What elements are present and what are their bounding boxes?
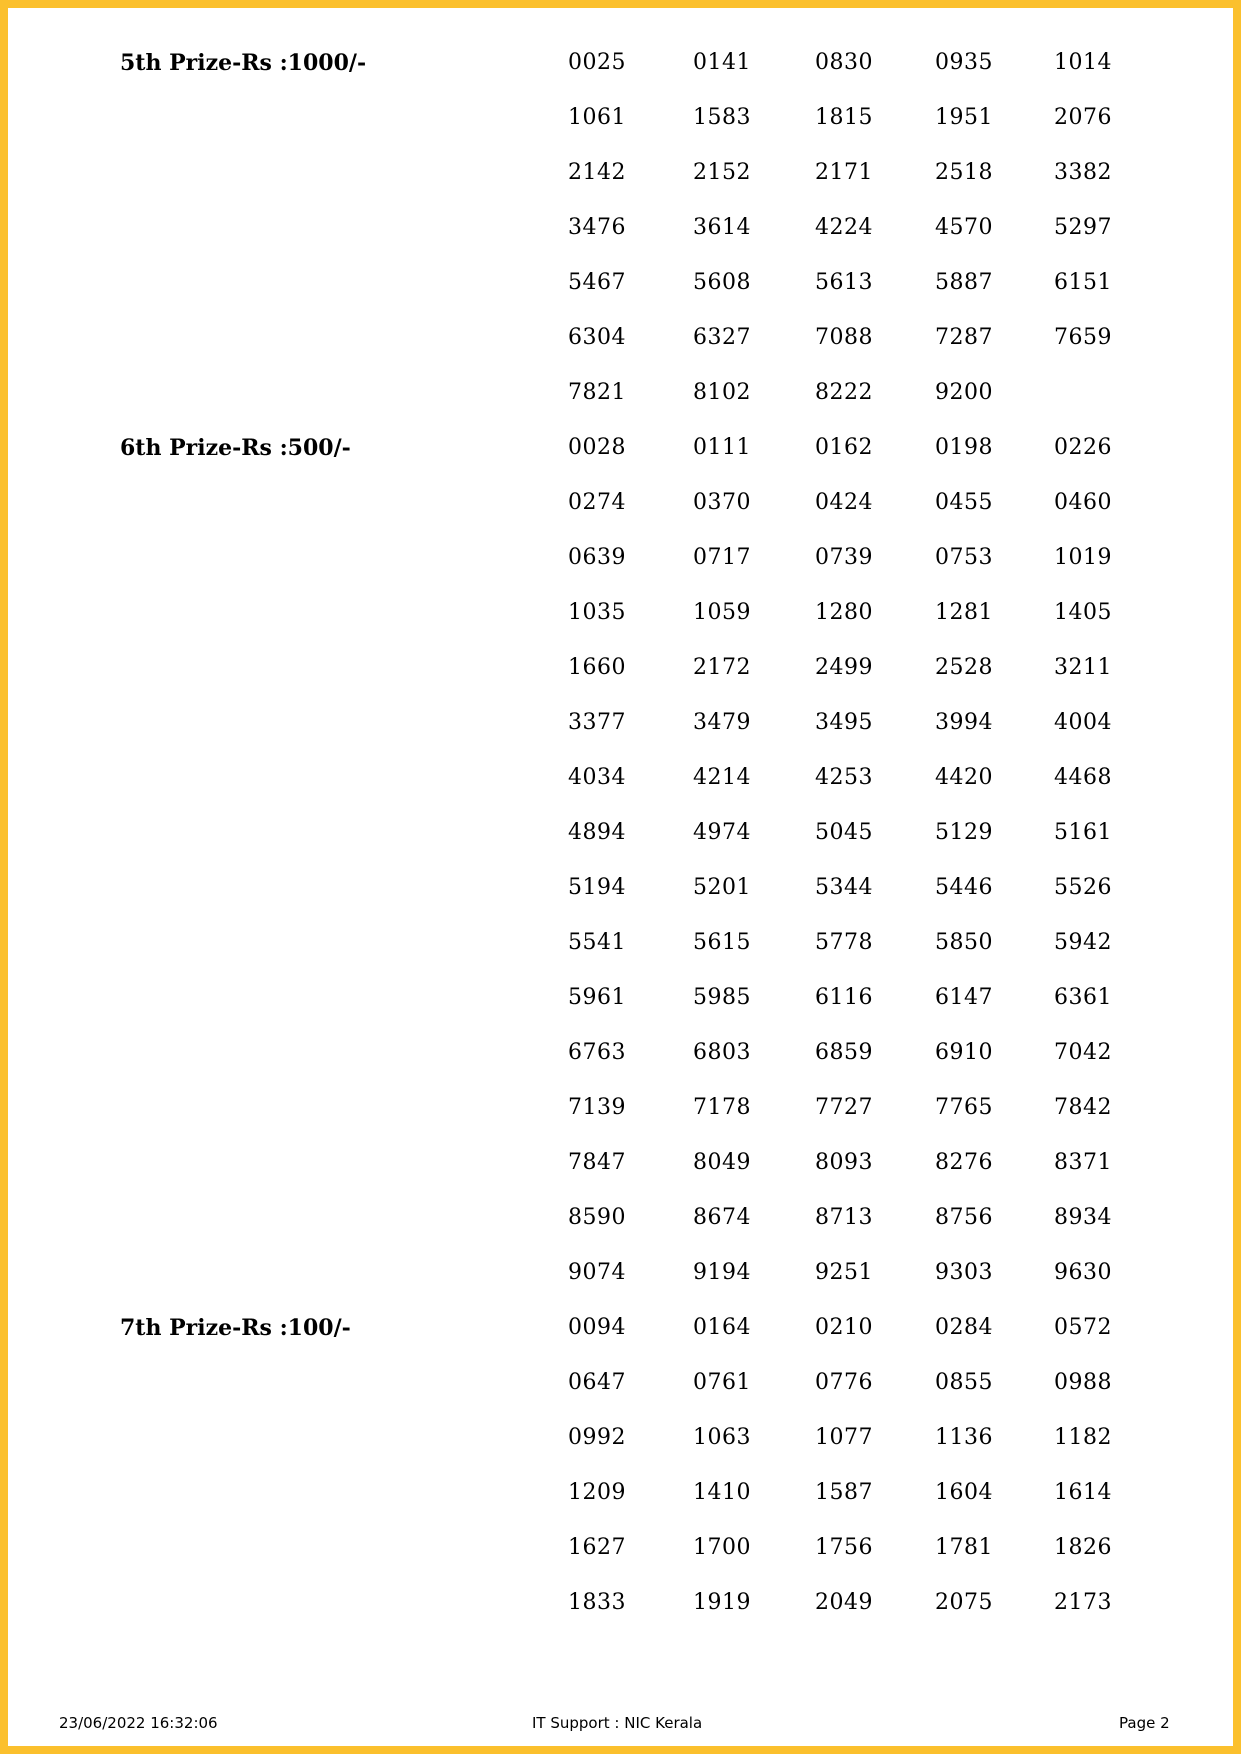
ticket-number: 1405	[1054, 600, 1112, 625]
ticket-number: 5161	[1054, 820, 1112, 845]
ticket-number: 2499	[815, 655, 873, 680]
ticket-number: 9194	[693, 1260, 751, 1285]
footer-timestamp: 23/06/2022 16:32:06	[59, 1714, 218, 1732]
ticket-number: 0162	[815, 435, 873, 460]
number-row	[0, 1372, 1241, 1394]
number-row	[0, 52, 1241, 74]
number-row	[0, 437, 1241, 459]
ticket-number: 5526	[1054, 875, 1112, 900]
ticket-number: 1136	[935, 1425, 993, 1450]
ticket-number: 4420	[935, 765, 993, 790]
number-row	[0, 1317, 1241, 1339]
ticket-number: 7139	[568, 1095, 626, 1120]
ticket-number: 3479	[693, 710, 751, 735]
ticket-number: 0992	[568, 1425, 626, 1450]
ticket-number: 5961	[568, 985, 626, 1010]
ticket-number: 8222	[815, 380, 873, 405]
ticket-number: 8674	[693, 1205, 751, 1230]
number-row	[0, 547, 1241, 569]
number-row	[0, 1482, 1241, 1504]
ticket-number: 1781	[935, 1535, 993, 1560]
number-row	[0, 1152, 1241, 1174]
ticket-number: 6910	[935, 1040, 993, 1065]
ticket-number: 7727	[815, 1095, 873, 1120]
ticket-number: 0284	[935, 1315, 993, 1340]
ticket-number: 8590	[568, 1205, 626, 1230]
ticket-number: 1410	[693, 1480, 751, 1505]
ticket-number: 0424	[815, 490, 873, 515]
ticket-number: 0111	[693, 435, 751, 460]
ticket-number: 4224	[815, 215, 873, 240]
ticket-number: 0455	[935, 490, 993, 515]
number-row	[0, 767, 1241, 789]
ticket-number: 3377	[568, 710, 626, 735]
number-row	[0, 162, 1241, 184]
ticket-number: 1063	[693, 1425, 751, 1450]
ticket-number: 7842	[1054, 1095, 1112, 1120]
number-row	[0, 492, 1241, 514]
ticket-number: 0025	[568, 50, 626, 75]
footer-support: IT Support : NIC Kerala	[532, 1714, 703, 1732]
number-row	[0, 382, 1241, 404]
ticket-number: 4004	[1054, 710, 1112, 735]
number-row	[0, 1592, 1241, 1614]
ticket-number: 1587	[815, 1480, 873, 1505]
ticket-number: 0226	[1054, 435, 1112, 460]
prize-label: 6th Prize-Rs :500/-	[120, 435, 351, 461]
ticket-number: 8049	[693, 1150, 751, 1175]
ticket-number: 8713	[815, 1205, 873, 1230]
ticket-number: 4253	[815, 765, 873, 790]
ticket-number: 6327	[693, 325, 751, 350]
ticket-number: 6116	[815, 985, 873, 1010]
ticket-number: 2152	[693, 160, 751, 185]
ticket-number: 6803	[693, 1040, 751, 1065]
ticket-number: 5045	[815, 820, 873, 845]
ticket-number: 1182	[1054, 1425, 1112, 1450]
ticket-number: 1756	[815, 1535, 873, 1560]
footer-page-number: Page 2	[1119, 1714, 1170, 1732]
ticket-number: 0753	[935, 545, 993, 570]
ticket-number: 4894	[568, 820, 626, 845]
ticket-number: 3614	[693, 215, 751, 240]
number-row	[0, 1042, 1241, 1064]
number-row	[0, 217, 1241, 239]
ticket-number: 1019	[1054, 545, 1112, 570]
number-row	[0, 987, 1241, 1009]
number-row	[0, 932, 1241, 954]
ticket-number: 3211	[1054, 655, 1112, 680]
ticket-number: 1604	[935, 1480, 993, 1505]
ticket-number: 4570	[935, 215, 993, 240]
ticket-number: 4468	[1054, 765, 1112, 790]
ticket-number: 0370	[693, 490, 751, 515]
ticket-number: 8102	[693, 380, 751, 405]
ticket-number: 7178	[693, 1095, 751, 1120]
ticket-number: 7042	[1054, 1040, 1112, 1065]
ticket-number: 0094	[568, 1315, 626, 1340]
ticket-number: 0198	[935, 435, 993, 460]
ticket-number: 9074	[568, 1260, 626, 1285]
ticket-number: 1583	[693, 105, 751, 130]
ticket-number: 0572	[1054, 1315, 1112, 1340]
ticket-number: 5942	[1054, 930, 1112, 955]
ticket-number: 5297	[1054, 215, 1112, 240]
ticket-number: 0274	[568, 490, 626, 515]
ticket-number: 8276	[935, 1150, 993, 1175]
ticket-number: 1077	[815, 1425, 873, 1450]
ticket-number: 1059	[693, 600, 751, 625]
ticket-number: 3495	[815, 710, 873, 735]
ticket-number: 0639	[568, 545, 626, 570]
ticket-number: 0761	[693, 1370, 751, 1395]
ticket-number: 8934	[1054, 1205, 1112, 1230]
ticket-number: 0210	[815, 1315, 873, 1340]
ticket-number: 7287	[935, 325, 993, 350]
ticket-number: 2528	[935, 655, 993, 680]
number-row	[0, 1097, 1241, 1119]
ticket-number: 8093	[815, 1150, 873, 1175]
ticket-number: 6361	[1054, 985, 1112, 1010]
ticket-number: 7847	[568, 1150, 626, 1175]
ticket-number: 2173	[1054, 1590, 1112, 1615]
ticket-number: 9251	[815, 1260, 873, 1285]
ticket-number: 5344	[815, 875, 873, 900]
ticket-number: 5613	[815, 270, 873, 295]
number-row	[0, 602, 1241, 624]
ticket-number: 8371	[1054, 1150, 1112, 1175]
ticket-number: 1826	[1054, 1535, 1112, 1560]
ticket-number: 0164	[693, 1315, 751, 1340]
ticket-number: 1627	[568, 1535, 626, 1560]
ticket-number: 1280	[815, 600, 873, 625]
ticket-number: 0988	[1054, 1370, 1112, 1395]
ticket-number: 5129	[935, 820, 993, 845]
ticket-number: 0647	[568, 1370, 626, 1395]
number-row	[0, 1537, 1241, 1559]
ticket-number: 1614	[1054, 1480, 1112, 1505]
ticket-number: 2171	[815, 160, 873, 185]
ticket-number: 6147	[935, 985, 993, 1010]
prize-label: 7th Prize-Rs :100/-	[120, 1315, 351, 1341]
ticket-number: 6151	[1054, 270, 1112, 295]
ticket-number: 0028	[568, 435, 626, 460]
number-row	[0, 1427, 1241, 1449]
ticket-number: 2075	[935, 1590, 993, 1615]
number-row	[0, 822, 1241, 844]
ticket-number: 4214	[693, 765, 751, 790]
ticket-number: 6763	[568, 1040, 626, 1065]
ticket-number: 9303	[935, 1260, 993, 1285]
number-row	[0, 1262, 1241, 1284]
ticket-number: 3476	[568, 215, 626, 240]
ticket-number: 1815	[815, 105, 873, 130]
ticket-number: 6304	[568, 325, 626, 350]
number-row	[0, 107, 1241, 129]
number-row	[0, 1207, 1241, 1229]
ticket-number: 7659	[1054, 325, 1112, 350]
ticket-number: 5985	[693, 985, 751, 1010]
ticket-number: 3994	[935, 710, 993, 735]
ticket-number: 7765	[935, 1095, 993, 1120]
ticket-number: 0935	[935, 50, 993, 75]
number-row	[0, 712, 1241, 734]
ticket-number: 0776	[815, 1370, 873, 1395]
ticket-number: 5887	[935, 270, 993, 295]
ticket-number: 5194	[568, 875, 626, 900]
ticket-number: 1014	[1054, 50, 1112, 75]
ticket-number: 5446	[935, 875, 993, 900]
ticket-number: 0739	[815, 545, 873, 570]
ticket-number: 1951	[935, 105, 993, 130]
ticket-number: 0141	[693, 50, 751, 75]
ticket-number: 1035	[568, 600, 626, 625]
ticket-number: 5541	[568, 930, 626, 955]
ticket-number: 5615	[693, 930, 751, 955]
ticket-number: 5608	[693, 270, 751, 295]
ticket-number: 7088	[815, 325, 873, 350]
ticket-number: 0830	[815, 50, 873, 75]
ticket-number: 9200	[935, 380, 993, 405]
ticket-number: 7821	[568, 380, 626, 405]
ticket-number: 2142	[568, 160, 626, 185]
ticket-number: 2076	[1054, 105, 1112, 130]
ticket-number: 1660	[568, 655, 626, 680]
number-row	[0, 657, 1241, 679]
ticket-number: 4974	[693, 820, 751, 845]
ticket-number: 9630	[1054, 1260, 1112, 1285]
ticket-number: 1833	[568, 1590, 626, 1615]
ticket-number: 1700	[693, 1535, 751, 1560]
ticket-number: 3382	[1054, 160, 1112, 185]
ticket-number: 0717	[693, 545, 751, 570]
ticket-number: 8756	[935, 1205, 993, 1230]
ticket-number: 2172	[693, 655, 751, 680]
ticket-number: 6859	[815, 1040, 873, 1065]
ticket-number: 2518	[935, 160, 993, 185]
ticket-number: 0460	[1054, 490, 1112, 515]
ticket-number: 0855	[935, 1370, 993, 1395]
number-row	[0, 327, 1241, 349]
ticket-number: 5201	[693, 875, 751, 900]
number-row	[0, 272, 1241, 294]
ticket-number: 1061	[568, 105, 626, 130]
ticket-number: 1919	[693, 1590, 751, 1615]
ticket-number: 5778	[815, 930, 873, 955]
ticket-number: 5850	[935, 930, 993, 955]
ticket-number: 2049	[815, 1590, 873, 1615]
ticket-number: 1209	[568, 1480, 626, 1505]
ticket-number: 5467	[568, 270, 626, 295]
number-row	[0, 877, 1241, 899]
ticket-number: 4034	[568, 765, 626, 790]
ticket-number: 1281	[935, 600, 993, 625]
prize-label: 5th Prize-Rs :1000/-	[120, 50, 367, 76]
